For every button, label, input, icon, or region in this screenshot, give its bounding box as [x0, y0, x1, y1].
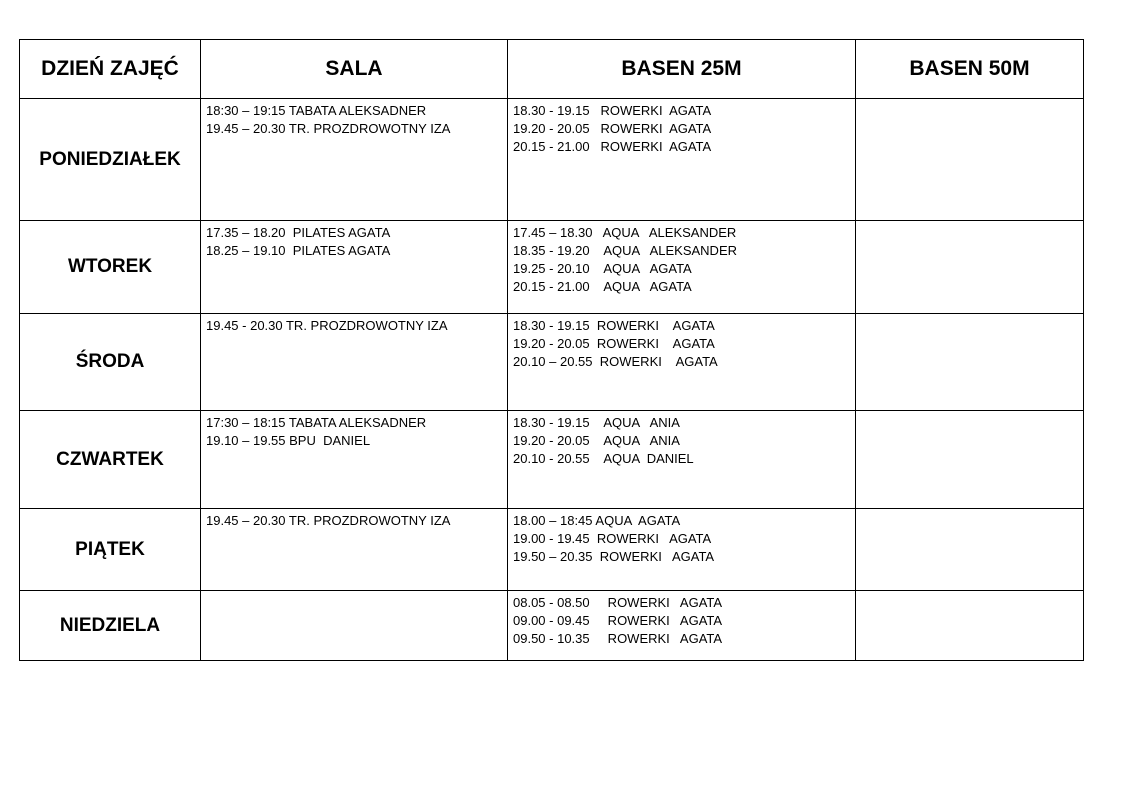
basen-25m-cell — [508, 411, 856, 509]
schedule-entry: 17:30 – 18:15 TABATA ALEKSADNER — [206, 415, 427, 430]
schedule-entry: 17.35 – 18.20 PILATES AGATA — [206, 225, 391, 240]
schedule-entry: 19.20 - 20.05 ROWERKI AGATA — [513, 336, 715, 351]
day-cell: NIEDZIELA — [20, 591, 201, 661]
header-row — [20, 40, 1084, 99]
schedule-entry: 09.00 - 09.45 ROWERKI AGATA — [513, 613, 723, 628]
sala-cell — [201, 99, 508, 221]
header-basen-25m: BASEN 25M — [508, 40, 856, 99]
schedule-header — [20, 40, 1084, 99]
schedule-entry: 19.50 – 20.35 ROWERKI AGATA — [513, 549, 715, 564]
sala-cell — [201, 509, 508, 591]
day-cell: WTOREK — [20, 221, 201, 314]
day-cell: PIĄTEK — [20, 509, 201, 591]
header-basen-50m: BASEN 50M — [856, 40, 1084, 99]
header-sala: SALA — [201, 40, 508, 99]
basen-50m-cell — [856, 509, 1084, 591]
schedule-entry: 19.45 – 20.30 TR. PROZDROWOTNY IZA — [206, 121, 451, 136]
schedule-entry: 19.45 – 20.30 TR. PROZDROWOTNY IZA — [206, 513, 451, 528]
sala-cell — [201, 221, 508, 314]
day-cell: PONIEDZIAŁEK — [20, 99, 201, 221]
sala-cell — [201, 411, 508, 509]
sala-cell — [201, 591, 508, 661]
schedule-entry: 20.10 - 20.55 AQUA DANIEL — [513, 451, 694, 466]
basen-25m-cell — [508, 509, 856, 591]
table-row — [20, 221, 1084, 314]
basen-25m-cell — [508, 591, 856, 661]
basen-50m-cell — [856, 221, 1084, 314]
day-cell: ŚRODA — [20, 314, 201, 411]
schedule-body — [20, 99, 1084, 661]
schedule-entry: 18.30 - 19.15 ROWERKI AGATA — [513, 103, 712, 118]
schedule-table — [19, 39, 1084, 661]
table-row — [20, 99, 1084, 221]
schedule-entry: 18.30 - 19.15 AQUA ANIA — [513, 415, 680, 430]
basen-50m-cell — [856, 314, 1084, 411]
table-row — [20, 591, 1084, 661]
day-cell: CZWARTEK — [20, 411, 201, 509]
schedule-entry: 20.15 - 21.00 ROWERKI AGATA — [513, 139, 712, 154]
schedule-entry: 19.10 – 19.55 BPU DANIEL — [206, 433, 371, 448]
basen-50m-cell — [856, 411, 1084, 509]
schedule-entry: 17.45 – 18.30 AQUA ALEKSANDER — [513, 225, 737, 240]
schedule-entry: 19.45 - 20.30 TR. PROZDROWOTNY IZA — [206, 318, 448, 333]
schedule-entry: 09.50 - 10.35 ROWERKI AGATA — [513, 631, 723, 646]
table-row — [20, 411, 1084, 509]
schedule-entry: 19.20 - 20.05 AQUA ANIA — [513, 433, 680, 448]
schedule-entry: 18.30 - 19.15 ROWERKI AGATA — [513, 318, 715, 333]
schedule-entry: 19.20 - 20.05 ROWERKI AGATA — [513, 121, 712, 136]
sala-cell — [201, 314, 508, 411]
schedule-entry: 18.25 – 19.10 PILATES AGATA — [206, 243, 391, 258]
basen-25m-cell — [508, 99, 856, 221]
basen-50m-cell — [856, 591, 1084, 661]
table-row — [20, 509, 1084, 591]
schedule-entry: 18:30 – 19:15 TABATA ALEKSADNER — [206, 103, 427, 118]
schedule-entry: 19.00 - 19.45 ROWERKI AGATA — [513, 531, 712, 546]
header-day: DZIEŃ ZAJĘĆ — [20, 40, 201, 99]
table-row — [20, 314, 1084, 411]
schedule-entry: 20.15 - 21.00 AQUA AGATA — [513, 279, 692, 294]
schedule-entry: 18.00 – 18:45 AQUA AGATA — [513, 513, 681, 528]
basen-25m-cell — [508, 314, 856, 411]
basen-50m-cell — [856, 99, 1084, 221]
schedule-entry: 08.05 - 08.50 ROWERKI AGATA — [513, 595, 723, 610]
schedule-entry: 20.10 – 20.55 ROWERKI AGATA — [513, 354, 718, 369]
basen-25m-cell — [508, 221, 856, 314]
schedule-entry: 18.35 - 19.20 AQUA ALEKSANDER — [513, 243, 738, 258]
schedule-entry: 19.25 - 20.10 AQUA AGATA — [513, 261, 692, 276]
